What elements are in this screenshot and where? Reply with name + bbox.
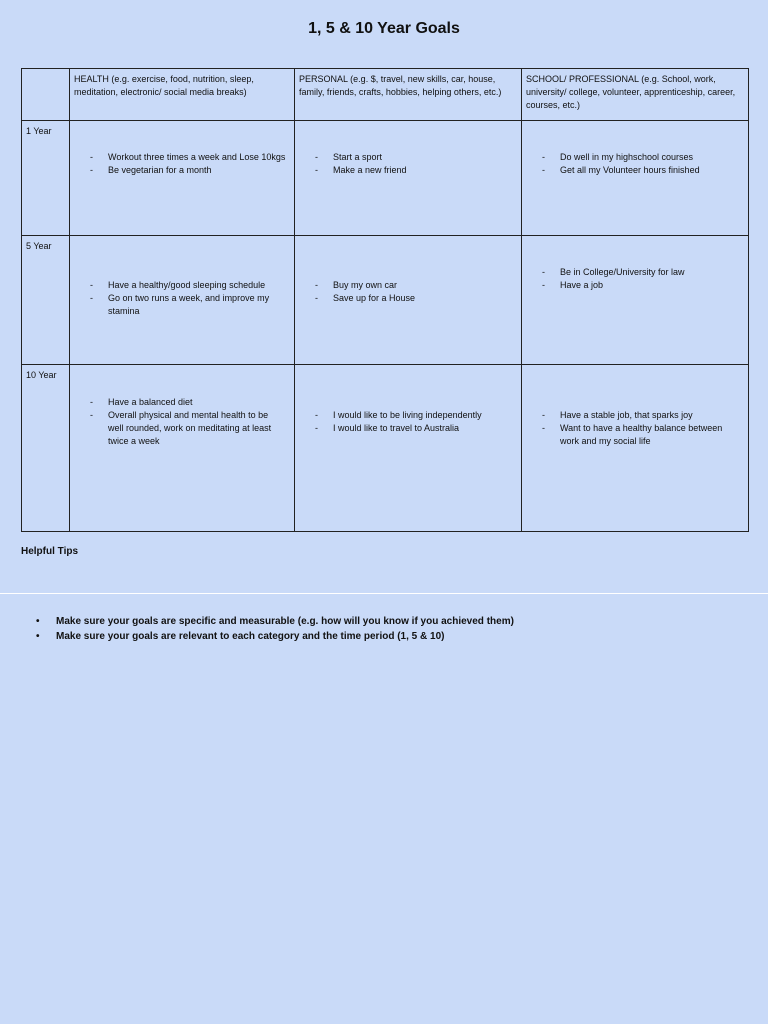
goal-item: - Overall physical and mental health to be well rounded, work on meditating at least twice a week [74, 409, 290, 448]
school-cell [522, 365, 749, 532]
table-row-10-year [22, 365, 749, 532]
goal-item: - Make a new friend [299, 164, 517, 177]
goal-item: - Be vegetarian for a month [74, 164, 290, 177]
helpful-tips-heading: Helpful Tips [21, 546, 79, 557]
goal-item: - Have a balanced diet [74, 396, 290, 409]
goal-list [299, 279, 517, 305]
goal-item: - Be in College/University for law [526, 266, 744, 279]
header-cell-school: SCHOOL/ PROFESSIONAL (e.g. School, work, university/ college, volunteer, apprenticeship, career, courses, etc.) [522, 69, 749, 121]
goal-item: - Go on two runs a week, and improve my stamina [74, 292, 290, 318]
document-title: 1, 5 & 10 Year Goals [308, 20, 460, 37]
personal-cell [295, 236, 522, 365]
header-cell-personal: PERSONAL (e.g. $, travel, new skills, car, house, family, friends, crafts, hobbies, helping others, etc.) [295, 69, 522, 121]
goal-list [299, 151, 517, 177]
goal-item: - Want to have a healthy balance between work and my social life [526, 422, 744, 448]
goal-list [526, 266, 744, 292]
tip-item: • Make sure your goals are specific and measurable (e.g. how will you know if you achieved them) [36, 614, 514, 629]
goal-item: - Have a job [526, 279, 744, 292]
table-row-1-year [22, 121, 749, 236]
goal-list [74, 151, 290, 177]
goal-list [74, 396, 290, 448]
personal-cell [295, 365, 522, 532]
goal-item: - Do well in my highschool courses [526, 151, 744, 164]
health-cell [70, 365, 295, 532]
goal-item: - Get all my Volunteer hours finished [526, 164, 744, 177]
goal-item: - Start a sport [299, 151, 517, 164]
goal-item: - Buy my own car [299, 279, 517, 292]
header-cell-empty [22, 69, 70, 121]
goal-list [299, 409, 517, 435]
section-divider [0, 593, 768, 594]
goal-item: - I would like to travel to Australia [299, 422, 517, 435]
goal-list [526, 151, 744, 177]
year-label: 5 Year [26, 241, 52, 251]
goal-item: - Workout three times a week and Lose 10kgs [74, 151, 290, 164]
personal-cell [295, 121, 522, 236]
year-cell [22, 236, 70, 365]
goal-item: - I would like to be living independently [299, 409, 517, 422]
goal-item: - Have a healthy/good sleeping schedule [74, 279, 290, 292]
goals-table [21, 68, 749, 532]
health-cell [70, 121, 295, 236]
tip-item: • Make sure your goals are relevant to each category and the time period (1, 5 & 10) [36, 629, 514, 644]
table-header-row [22, 69, 749, 121]
health-cell [70, 236, 295, 365]
tips-list [36, 614, 514, 644]
year-cell [22, 121, 70, 236]
year-cell [22, 365, 70, 532]
year-label: 10 Year [26, 370, 57, 380]
goal-item: - Have a stable job, that sparks joy [526, 409, 744, 422]
goal-item: - Save up for a House [299, 292, 517, 305]
table-row-5-year [22, 236, 749, 365]
goal-list [74, 279, 290, 318]
header-cell-health: HEALTH (e.g. exercise, food, nutrition, sleep, meditation, electronic/ social media breaks) [70, 69, 295, 121]
school-cell [522, 236, 749, 365]
school-cell [522, 121, 749, 236]
goal-list [526, 409, 744, 448]
year-label: 1 Year [26, 126, 52, 136]
